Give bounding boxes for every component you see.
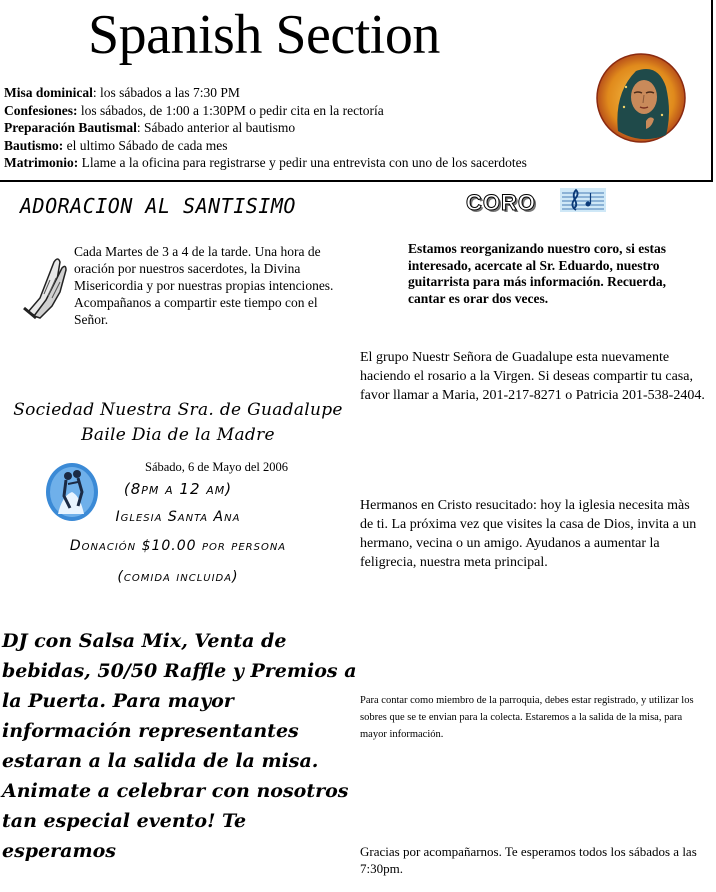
schedule-row: [4, 154, 527, 172]
gracias-text: Gracias por acompañarnos. Te esperamos todos los sábados a las 7:30pm.: [360, 844, 697, 876]
schedule-label: Confesiones:: [4, 102, 78, 118]
hermanos-text: Hermanos en Cristo resucitado: hoy la iglesia necesita màs de ti. La próxima vez que visites la casa de Dios, invita a un hermano, vecina o un amigo. Ayudanos a aumentar la feligrecia, nuestra meta principal.: [360, 498, 697, 570]
page-title: Spanish Section: [88, 4, 440, 66]
event-time: (8pm a 12 am): [123, 480, 233, 498]
schedule-label: Bautismo:: [4, 137, 64, 153]
music-note-icon: [560, 188, 606, 212]
schedule-row: [4, 84, 527, 102]
mass-schedule: [4, 84, 527, 172]
sociedad-title-line: Sociedad Nuestra Sra. de Guadalupe: [13, 400, 343, 420]
schedule-text: : Sábado anterior al bautismo: [136, 120, 296, 135]
schedule-label: Misa dominical: [4, 85, 93, 100]
praying-hands-icon: [20, 250, 70, 320]
adoracion-title: ADORACION AL SANTISIMO: [20, 194, 296, 218]
schedule-text: : los sábados a las 7:30 PM: [92, 85, 240, 100]
event-place: Iglesia Santa Ana: [115, 509, 241, 525]
schedule-row: [4, 102, 527, 120]
schedule-label: Preparación Bautismal: [4, 120, 137, 135]
event-food: (comida incluida): [117, 569, 239, 585]
dj-event-text: DJ con Salsa Mix, Venta de bebidas, 50/50 Raffle y Premios a la Puerta. Para mayor información representantes estaran a la salida de la misa. Animate a celebrar con nosotros tan especial evento! Te esperamos: [2, 630, 357, 862]
parroquia-text: Para contar como miembro de la parroquia, debes estar registrado, y utilizar los sobres que se te envian para la colecta. Estaremos a la salida de la misa, para mayor información.: [360, 695, 694, 740]
coro-text: Estamos reorganizando nuestro coro, si estas interesado, acercate al Sr. Eduardo, nuestro guitarrista para más información. Recuerda, cantar es orar dos veces.: [408, 241, 666, 306]
sociedad-title: [0, 398, 356, 448]
schedule-text: los sábados, de 1:00 a 1:30PM o pedir cita en la rectoría: [77, 102, 384, 118]
schedule-text: Llame a la oficina para registrarse y pedir una entrevista con uno de los sacerdotes: [78, 155, 527, 170]
event-date: Sábado, 6 de Mayo del 2006: [145, 460, 289, 474]
event-title-line: Baile Dia de la Madre: [81, 425, 275, 445]
schedule-row: [4, 137, 527, 155]
schedule-text: el ultimo Sábado de cada mes: [63, 137, 228, 153]
grupo-rosario-text: El grupo Nuestr Señora de Guadalupe esta nuevamente haciendo el rosario a la Virgen. Si deseas compartir tu casa, favor llamar a Maria, 201-217-8271 o Patricia 201-538-2404.: [360, 350, 705, 403]
virgin-of-guadalupe-image: [596, 53, 686, 143]
event-donation: Donación $10.00 por persona: [69, 538, 287, 554]
schedule-row: [4, 119, 527, 137]
schedule-label: Matrimonio:: [4, 155, 79, 170]
adoracion-text: Cada Martes de 3 a 4 de la tarde. Una hora de oración por nuestros sacerdotes, la Divina Misericordia y por nuestras propias intenciones. Acompañanos a compartir este tiempo con el Señor.: [74, 244, 334, 327]
coro-title: CORO: [466, 190, 536, 215]
